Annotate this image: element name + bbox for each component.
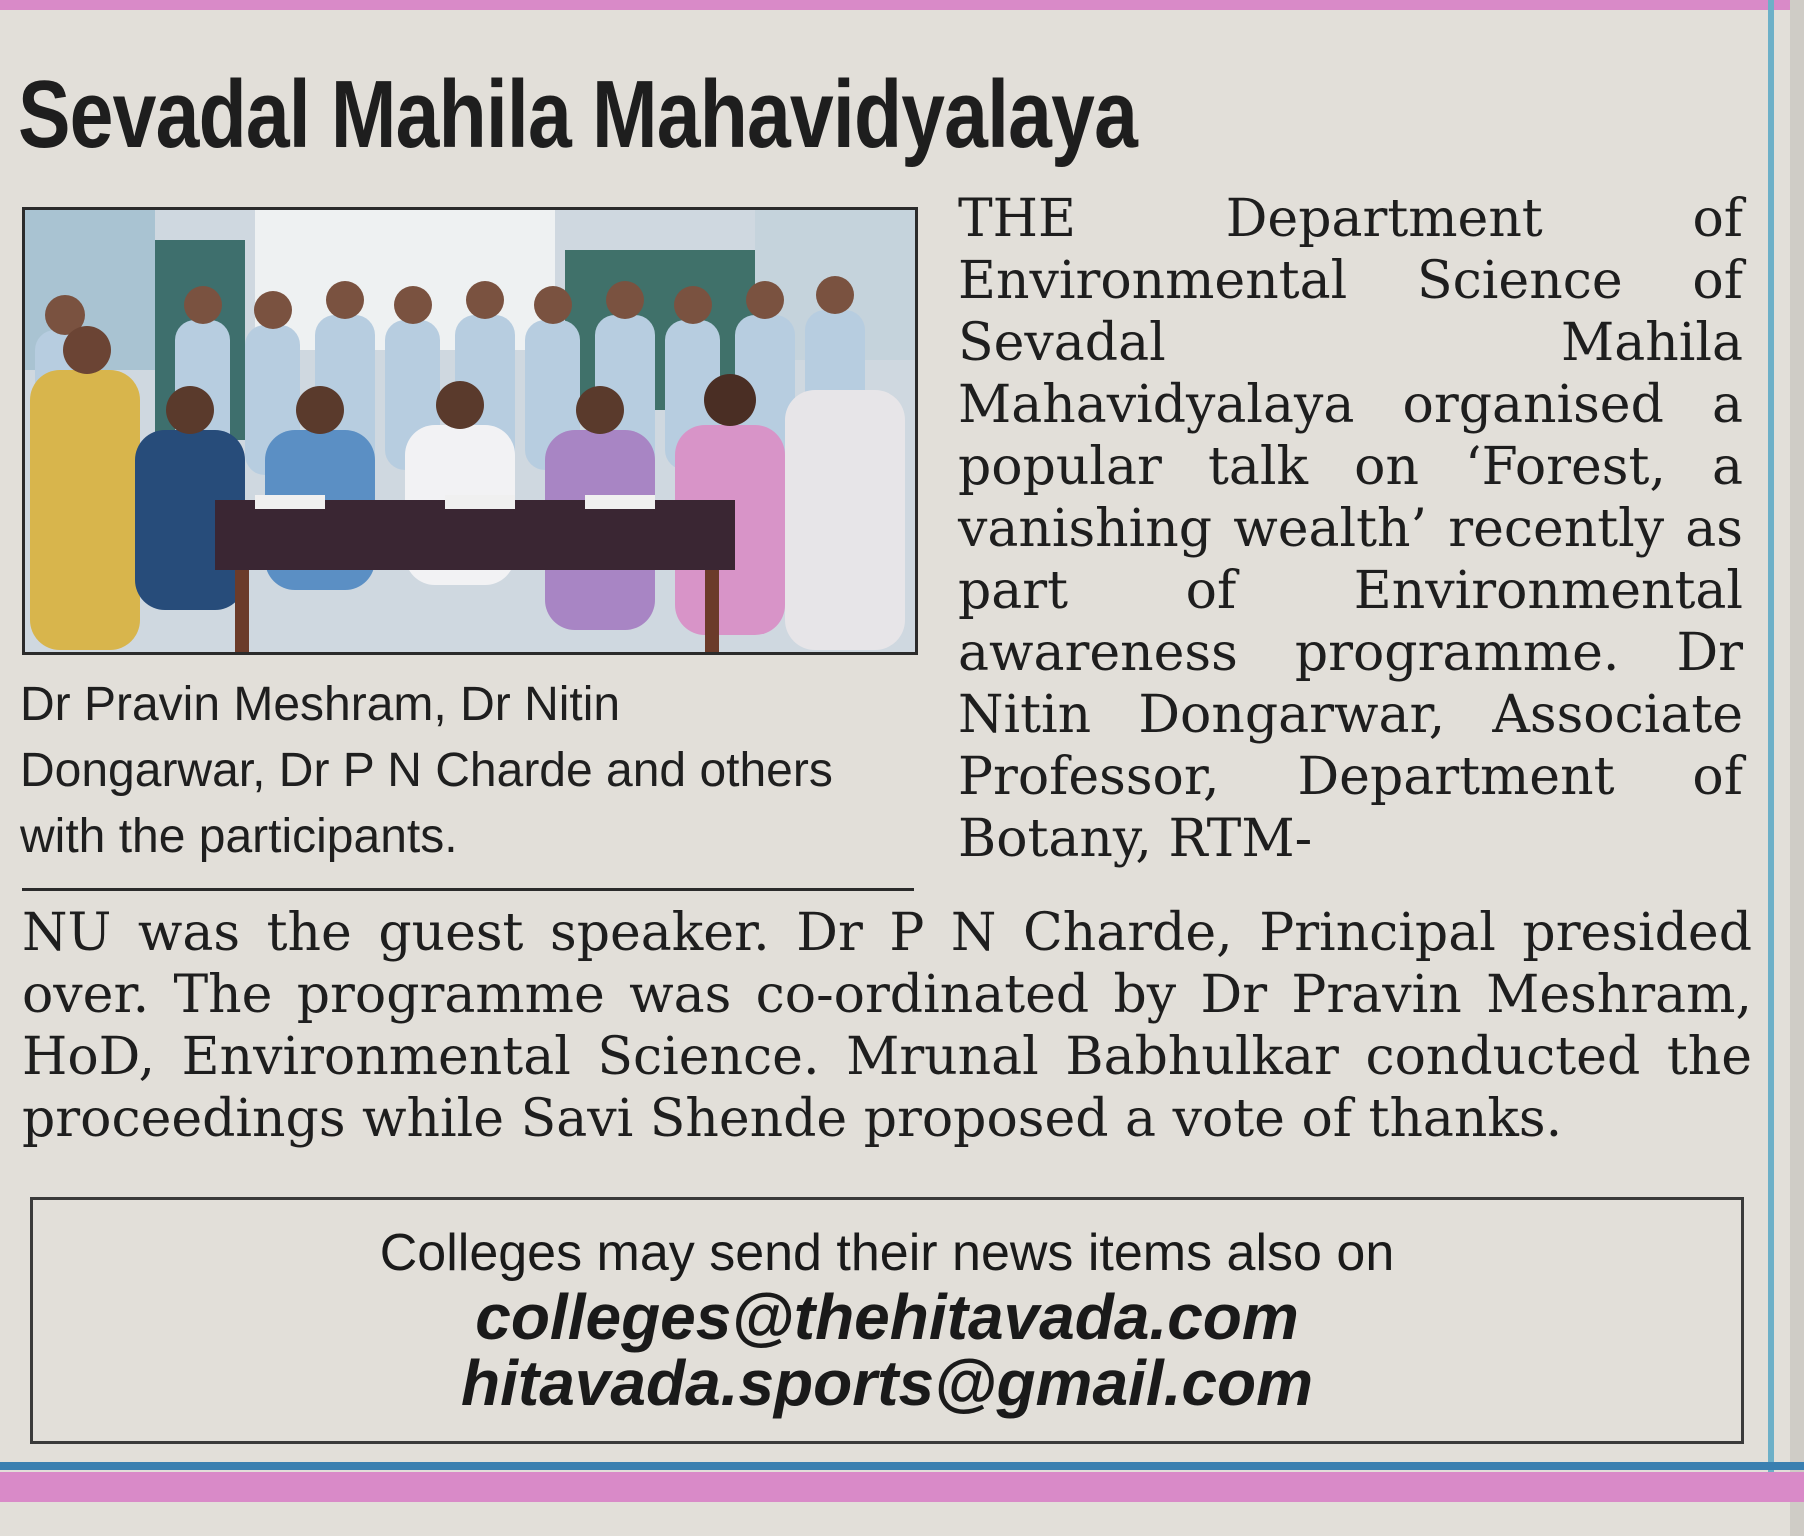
email-colleges: colleges@thehitavada.com <box>475 1281 1299 1353</box>
caption-divider <box>22 888 914 891</box>
bottom-border-pink <box>0 1472 1804 1502</box>
right-border <box>1768 0 1774 1480</box>
article-body-column: THE Department of Environmental Science of Sevadal Mahila Mahavidyalaya organised a popular talk on ‘Forest, a vanishing wealth’ recently as part of Environmental awareness programme. Dr Nitin Dongarwar, Associate Professor, Department of Botany, RTM- <box>958 189 1743 869</box>
contact-notice-box <box>30 1197 1744 1444</box>
top-border <box>0 0 1804 10</box>
article-body-continued: NU was the guest speaker. Dr P N Charde, Principal presided over. The programme was co-ordinated by Dr Pravin Meshram, HoD, Environmental Science. Mrunal Babhulkar conducted the proceedings while Savi Shende proposed a vote of thanks. <box>22 903 1752 1149</box>
notice-intro: Colleges may send their news items also on <box>379 1224 1395 1282</box>
photo-caption: Dr Pravin Meshram, Dr Nitin Dongarwar, Dr P N Charde and others with the participants. <box>20 678 833 863</box>
email-sports: hitavada.sports@gmail.com <box>461 1347 1313 1419</box>
right-edge <box>1790 0 1804 1536</box>
bottom-border-blue <box>0 1462 1804 1470</box>
headline: Sevadal Mahila Mahavidyalaya <box>18 61 1138 168</box>
group-photo-image <box>25 210 915 652</box>
group-photo <box>22 207 918 655</box>
